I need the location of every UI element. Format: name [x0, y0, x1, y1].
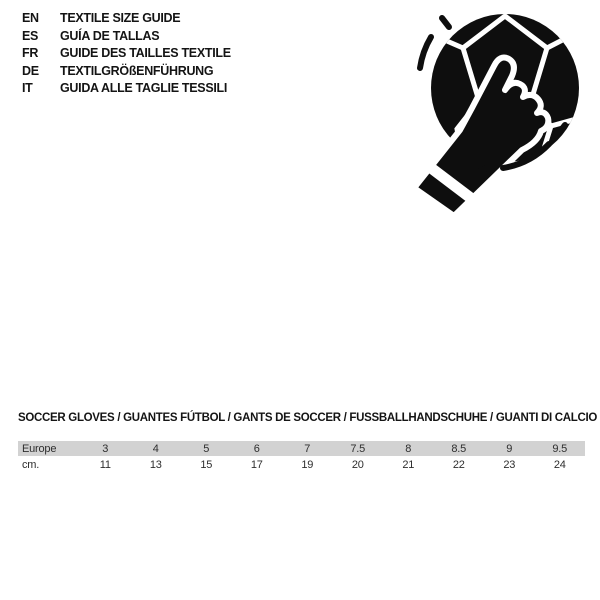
europe-size-cell: 4 [152, 442, 159, 455]
guide-title-en: TEXTILE SIZE GUIDE [60, 11, 181, 25]
language-row-de [22, 63, 231, 81]
language-row-fr [22, 45, 231, 63]
cm-size-cell: 13 [149, 458, 162, 471]
row-label-cm: cm. [22, 458, 40, 471]
guide-title-de: TEXTILGRÖßENFÜHRUNG [60, 63, 214, 78]
cm-size-cell: 11 [99, 458, 111, 471]
language-row-es [22, 28, 231, 46]
europe-size-cell: 6 [253, 442, 260, 455]
cm-size-cell: 19 [301, 458, 314, 471]
guide-title-it: GUIDA ALLE TAGLIE TESSILI [60, 81, 228, 96]
language-code-de: DE [22, 63, 39, 78]
cm-size-cell: 22 [452, 458, 465, 471]
europe-size-cell: 5 [203, 442, 210, 455]
europe-size-cell: 7 [304, 442, 311, 455]
europe-size-cell: 3 [102, 442, 109, 455]
row-label-europe: Europe [22, 442, 57, 455]
cm-size-cell: 20 [351, 458, 364, 471]
glove-ball-svg [410, 2, 590, 212]
language-code-en: EN [22, 11, 39, 25]
cm-size-cell: 15 [200, 458, 213, 471]
language-code-it: IT [22, 81, 33, 96]
cm-size-cell: 24 [553, 458, 566, 471]
table-row-europe [18, 441, 585, 456]
cm-size-cell: 23 [503, 458, 516, 471]
size-table [18, 441, 585, 473]
language-code-es: ES [22, 28, 39, 43]
europe-size-cell: 9.5 [552, 442, 568, 455]
guide-title-es: GUÍA DE TALLAS [60, 28, 160, 43]
goalkeeper-glove-soccer-ball-icon [410, 2, 590, 212]
language-row-en [22, 10, 231, 28]
europe-size-cell: 8 [405, 442, 412, 455]
guide-title-fr: GUIDE DES TAILLES TEXTILE [60, 46, 231, 61]
europe-size-cell: 9 [506, 442, 513, 455]
table-title: SOCCER GLOVES / GUANTES FÚTBOL / GANTS DE SOCCER / FUSSBALLHANDSCHUHE / GUANTI DI CALCIO [18, 412, 598, 424]
europe-size-cell: 7.5 [350, 442, 366, 455]
cm-size-cell: 21 [402, 458, 415, 471]
cm-size-cell: 17 [250, 458, 263, 471]
size-table-section [18, 411, 598, 473]
language-title-list [22, 10, 231, 98]
language-code-fr: FR [22, 46, 39, 61]
language-row-it [22, 80, 231, 98]
table-row-cm [18, 456, 585, 473]
europe-size-cell: 8.5 [451, 442, 467, 455]
